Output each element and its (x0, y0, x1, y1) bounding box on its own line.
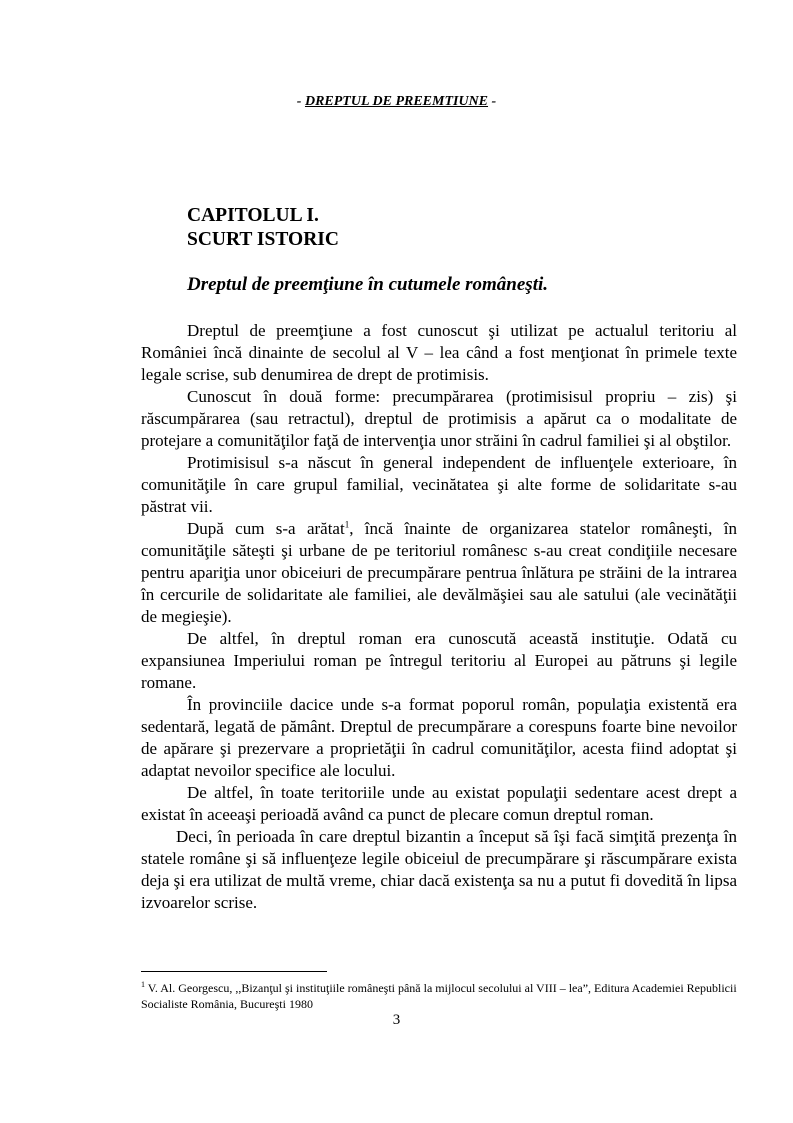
paragraph-text: După cum s-a arătat (187, 519, 345, 538)
paragraph: În provinciile dacice unde s-a format poporul român, populaţia existentă era sedentară, legată de pământ. Dreptul de precumpărare a corespuns foarte bine nevoilor de apărare şi prezervare a proprietăţii în cadrul comunităţilor, acesta fiind adoptat şi adaptat nevoilor specifice ale locului. (141, 695, 737, 780)
paragraph: Dreptul de preemţiune a fost cunoscut şi utilizat pe actualul teritoriu al României încă dinainte de secolul al V – lea când a fost menţionat în primele texte legale scrise, sub denumirea de drept de protimisis. (141, 321, 737, 384)
header-suffix: - (488, 94, 497, 109)
section-title: Dreptul de preemţiune în cutumele româneşti. (187, 274, 549, 295)
footnote-marker: 1 (141, 980, 145, 989)
page-number: 3 (392, 1012, 401, 1028)
footnote-divider (141, 971, 327, 972)
paragraph-with-footnote (141, 518, 737, 628)
header-prefix: - (296, 94, 305, 109)
paragraph: De altfel, în toate teritoriile unde au existat populaţii sedentare acest drept a existat în aceeaşi perioadă având ca punct de plecare comun dreptul roman. (141, 783, 737, 824)
paragraph: Protimisisul s-a născut în general independent de influenţele exterioare, în comunităţile în care grupul familial, vecinătatea şi alte forme de solidaritate s-au păstrat vii. (141, 453, 737, 516)
body-text (141, 320, 737, 914)
chapter-heading (187, 204, 339, 252)
chapter-number: CAPITOLUL I. (187, 205, 319, 226)
chapter-title: SCURT ISTORIC (187, 229, 339, 250)
footnote-text: V. Al. Georgescu, ,,Bizanţul şi instituţiile româneşti până la mijlocul secolului al VIII – lea”, Editura Academiei Republicii Socialiste România, Bucureşti 1980 (141, 981, 737, 1011)
paragraph: Deci, în perioada în care dreptul bizantin a început să îşi facă simţită prezenţa în statele române şi să influenţeze legile obiceiul de precumpărare şi răscumpărare exista deja şi era utilizat de multă vreme, chiar dacă existenţa sa nu a putut fi dovedită în lipsa izvoarelor scrise. (141, 827, 737, 912)
footnote (141, 980, 741, 1012)
header-title: DREPTUL DE PREEMTIUNE (304, 94, 489, 109)
footnote-reference[interactable]: 1 (344, 519, 350, 530)
running-header (0, 94, 793, 110)
paragraph: De altfel, în dreptul roman era cunoscută această instituţie. Odată cu expansiunea Imperiului roman pe întregul teritoriu al Europei au pătruns şi legile romane. (141, 629, 737, 692)
paragraph: Cunoscut în două forme: precumpărarea (protimisisul propriu – zis) şi răscumpărarea (sau retractul), dreptul de protimisis a apărut ca o modalitate de protejare a comunităţilor faţă de intervenţia unor străini în cadrul familiei şi al obştilor. (141, 387, 737, 450)
paragraph-text: , încă înainte de organizarea statelor româneşti, în comunităţile săteşti şi urbane de pe teritoriul românesc s-au creat condiţiile necesare pentru apariţia unor obiceiuri de precumpărare pentrua înlătura pe străini de la intrarea în cercurile de solidaritate ale familiei, ale devălmăşiei sau ale satului (ale vecinătăţii de megieşie). (141, 519, 737, 626)
